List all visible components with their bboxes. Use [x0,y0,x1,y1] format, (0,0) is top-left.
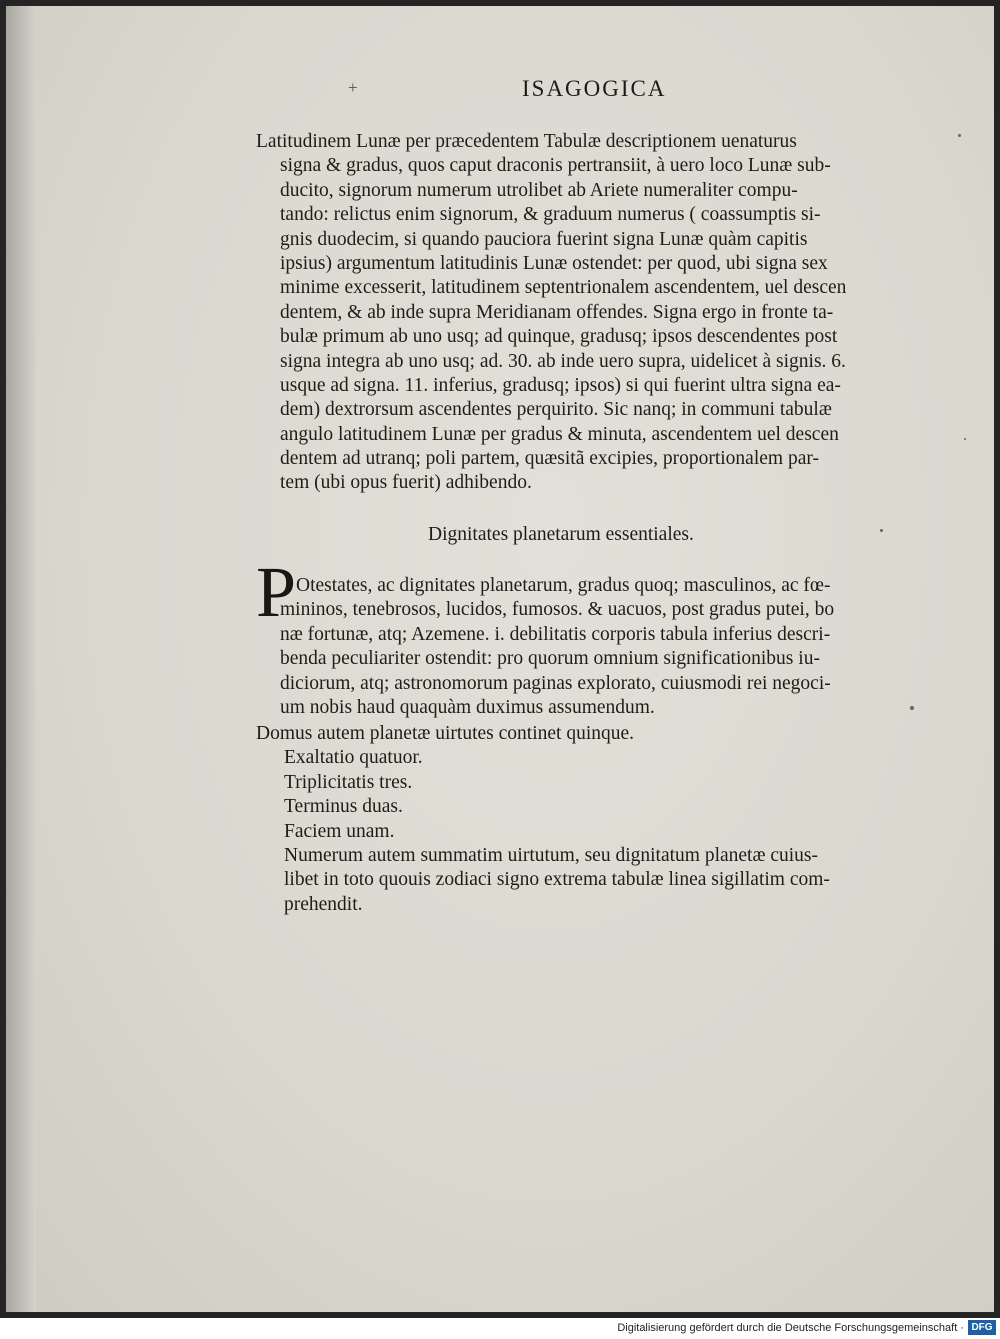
text-line: diciorum, atq; astronomorum paginas explorato, cuiusmodi rei negoci- [280,672,831,694]
text-line: ducito, signorum numerum utrolibet ab Ariete numeraliter compu- [280,179,798,201]
text-line: signa & gradus, quos caput draconis pertransiit, à uero loco Lunæ sub- [280,155,831,177]
paragraph-dignitates [256,574,834,720]
funding-credit: Digitalisierung gefördert durch die Deutsche Forschungsgemeinschaft · [617,1322,964,1334]
list-item: libet in toto quouis zodiaci signo extrema tabulæ linea sigillatim com- [284,869,830,891]
paragraph-domus [256,722,830,917]
text-line: dentem ad utranq; poli partem, quæsitã excipies, proportionalem par- [280,448,819,470]
text-line: tem (ubi opus fuerit) adhibendo. [280,472,532,494]
text-line: bulæ primum ab uno usq; ad quinque, gradusq; ipsos descendentes post [280,326,838,348]
footer-bar [0,1318,1000,1339]
ink-speck [964,438,966,440]
text-line: gnis duodecim, si quando pauciora fuerint signa Lunæ quàm capitis [280,228,808,250]
list-item: Terminus duas. [284,796,403,818]
text-line: um nobis haud quaquàm duximus assumendum. [280,696,655,718]
text-line: Otestates, ac dignitates planetarum, gradus quoq; masculinos, ac fœ- [296,575,831,596]
list-item: Numerum autem summatim uirtutum, seu dignitatum planetæ cuius- [284,844,819,866]
list-item: Triplicitatis tres. [284,771,413,793]
text-line: usque ad signa. 11. inferius, gradusq; ipsos) si qui fuerint ultra signa ea- [280,374,841,396]
text-line: signa integra ab uno usq; ad. 30. ab inde uero supra, uidelicet à signis. 6. [280,350,846,372]
paragraph-latitude [256,130,846,496]
text-line: angulo latitudinem Lunæ per gradus & minuta, ascendentem uel descen [280,423,839,445]
text-line: benda peculiariter ostendit: pro quorum omnium significationibus iu- [280,648,820,670]
ink-speck [910,706,914,710]
text-line: dentem, & ab inde supra Meridianam offendes. Signa ergo in fronte ta- [280,301,834,323]
list-item: Faciem unam. [284,820,395,842]
text-line: Latitudinem Lunæ per præcedentem Tabulæ descriptionem uenaturus [256,131,797,152]
ink-speck [958,134,961,137]
header-mark: + [348,78,358,97]
text-line: Domus autem planetæ uirtutes continet quinque. [256,723,635,744]
list-item: prehendit. [284,893,363,915]
text-line: næ fortunæ, atq; Azemene. i. debilitatis corporis tabula inferius descri- [280,623,831,645]
text-line: minime excesserit, latitudinem septentrionalem ascendentem, uel descen [280,277,847,299]
drop-cap: P [256,552,297,632]
page-header: ISAGOGICA [522,76,667,101]
text-line: dem) dextrorsum ascendentes perquirito. Sic nanq; in communi tabulæ [280,399,832,421]
list-item: Exaltatio quatuor. [284,747,423,769]
dfg-logo-icon: DFG [968,1320,996,1335]
text-line: mininos, tenebrosos, lucidos, fumosos. & uacuos, post gradus putei, bo [280,599,835,621]
page-gutter [6,6,36,1312]
text-line: ipsius) argumentum latitudinis Lunæ ostendet: per quod, ubi signa sex [280,252,828,274]
ink-speck [880,529,883,532]
section-heading: Dignitates planetarum essentiales. [428,524,694,545]
text-line: tando: relictus enim signorum, & graduum numerus ( coassumptis si- [280,204,821,226]
